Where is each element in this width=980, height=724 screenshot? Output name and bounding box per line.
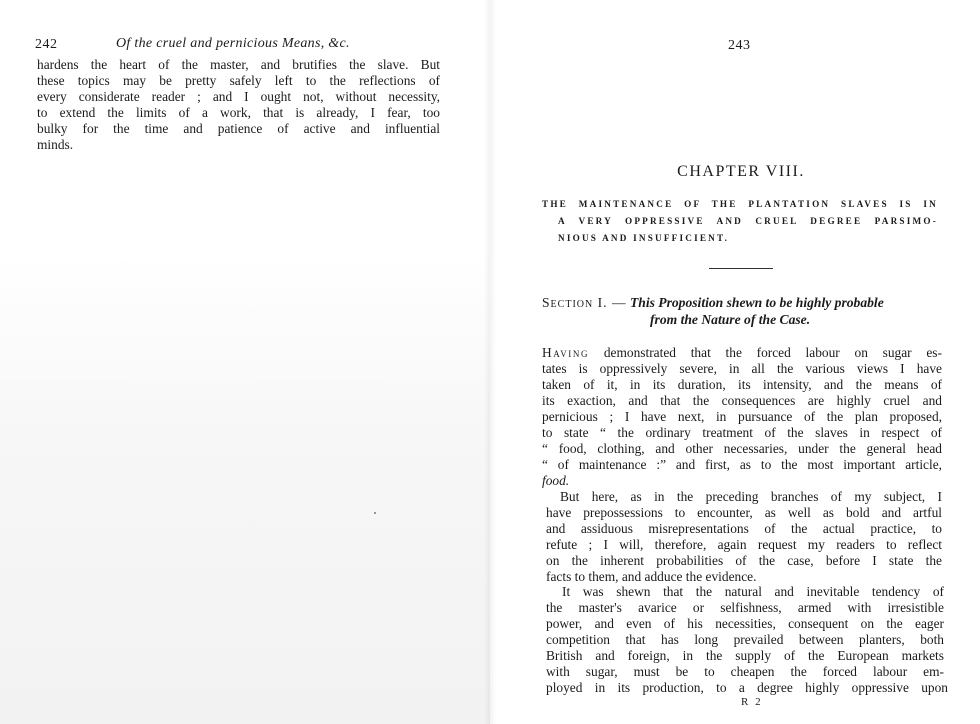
right-text-line: It was shewn that the natural and inevitable tendency of [562,584,944,599]
right-text-line: pernicious ; I have next, in pursuance of the plan proposed, [542,409,942,424]
section-label: Section I. — [542,295,627,310]
section-title-line: from the Nature of the Case. [650,312,811,327]
right-text-line: ployed in its production, to a degree highly oppressive upon [546,680,948,695]
left-page-number: 242 [35,37,58,52]
drop-word: Having [542,345,590,360]
chapter-subtitle-line: NIOUS AND INSUFFICIENT. [558,233,730,243]
right-text-line: on the inherent probabilities of the case, before I state the [546,553,942,568]
left-text-line: these topics may be pretty safely left to the reflections of [37,73,440,88]
chapter-title: CHAPTER VIII. [677,163,805,180]
chapter-subtitle-line: A VERY OPPRESSIVE AND CRUEL DEGREE PARSIMO- [558,216,938,226]
right-text-line: with sugar, must be to cheapen the forced labour em- [546,664,944,679]
right-text-line: tates is oppressively severe, in all the various views I have [542,361,942,376]
left-text-line: to extend the limits of a work, that is already, I fear, too [37,105,440,120]
right-text-line: facts to them, and adduce the evidence. [546,569,757,584]
right-text-line: competition that has long prevailed between planters, both [546,632,944,647]
paper-speck [374,512,376,514]
section-title-line: This Proposition shewn to be highly probable [629,295,884,310]
chapter-subtitle-line: THE MAINTENANCE OF THE PLANTATION SLAVES IS IN [542,199,938,209]
right-text-line: have prepossessions to encounter, as well as bold and artful [546,505,942,520]
right-text-line: its exaction, and that the consequences are highly cruel and [542,393,942,408]
left-running-head: Of the cruel and pernicious Means, &c. [116,36,350,51]
right-text-line: British and foreign, in the supply of the European markets [546,648,944,663]
left-text-line: every considerate reader ; and I ought not, without necessity, [37,89,440,104]
right-text-line: food. [542,473,570,488]
section-heading [542,295,884,311]
left-text-line: bulky for the time and patience of active and influential [37,121,440,136]
section-divider-rule [709,268,773,269]
right-text-line: taken of it, in its duration, its intensity, and the means of [542,377,942,392]
right-text-line: refute ; I will, therefore, again request my readers to reflect [546,537,942,552]
right-text-line: “ of maintenance :” and first, as to the most important article, [542,457,942,472]
book-gutter [484,0,496,724]
signature-mark: R 2 [741,696,763,708]
right-text-line: power, and even of his necessities, consequent on the eager [546,616,944,631]
left-text-line: hardens the heart of the master, and brutifies the slave. But [37,57,440,72]
right-page-number: 243 [728,38,751,53]
left-text-line: minds. [37,137,74,152]
right-text-line [542,345,942,361]
right-text-fragment: demonstrated that the forced labour on sugar es- [603,345,942,360]
right-text-line: “ food, clothing, and other necessaries, under the general head [542,441,942,456]
right-text-line: But here, as in the preceding branches of my subject, I [560,489,942,504]
right-text-line: to state “ the ordinary treatment of the slaves in respect of [542,425,942,440]
right-text-line: the master's avarice or selfishness, armed with irresistible [546,600,944,615]
right-text-line: and assiduous misrepresentations of the actual practice, to [546,521,942,536]
